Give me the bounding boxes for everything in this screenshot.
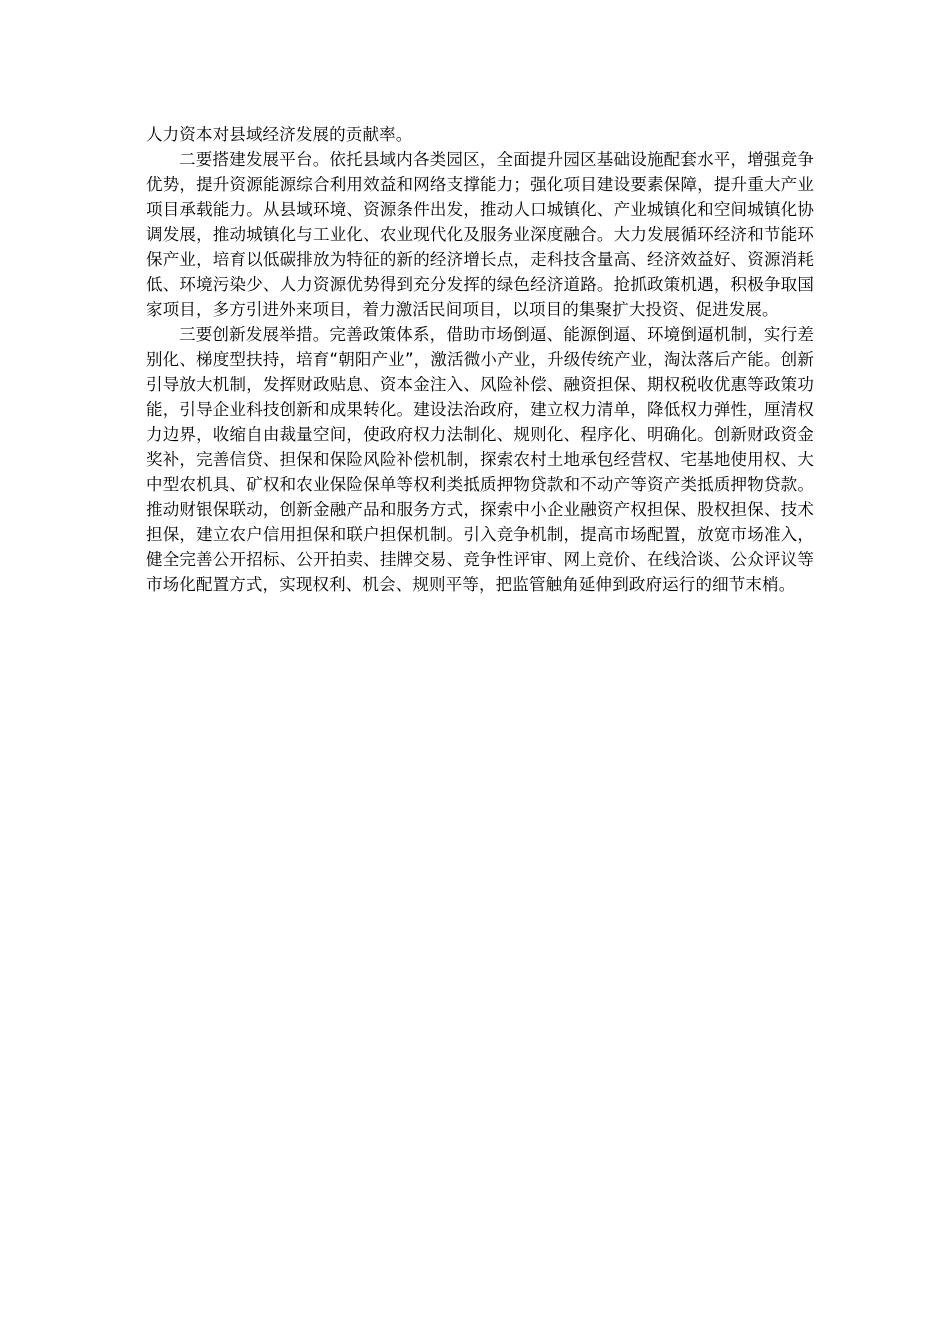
paragraph-development-platform: 二要搭建发展平台。依托县域内各类园区，全面提升园区基础设施配套水平，增强竞争优势，提升资源能源综合利用效益和网络支撑能力；强化项目建设要素保障，提升重大产业项目承载能力。从县域环境、资源条件出发，推动人口城镇化、产业城镇化和空间城镇化协调发展，推动城镇化与工业化、农业现代化及服务业深度融合。大力发展循环经济和节能环保产业，培育以低碳排放为特征的新的经济增长点，走科技含量高、经济效益好、资源消耗低、环境污染少、人力资源优势得到充分发挥的绿色经济道路。抢抓政策机遇，积极争取国家项目，多方引进外来项目，着力激活民间项目，以项目的集聚扩大投资、促进发展。 [146, 150, 814, 319]
document-body [146, 122, 814, 597]
paragraph-continuation: 人力资本对县域经济发展的贡献率。 [146, 125, 413, 144]
paragraph-development-measures: 三要创新发展举措。完善政策体系，借助市场倒逼、能源倒逼、环境倒逼机制，实行差别化、梯度型扶持，培育“朝阳产业”，激活微小产业，升级传统产业，淘汰落后产能。创新引导放大机制，发挥财政贴息、资本金注入、风险补偿、融资担保、期权税收优惠等政策功能，引导企业科技创新和成果转化。建设法治政府，建立权力清单，降低权力弹性，厘清权力边界，收缩自由裁量空间，使政府权力法制化、规则化、程序化、明确化。创新财政资金奖补，完善信贷、担保和保险风险补偿机制，探索农村土地承包经营权、宅基地使用权、大中型农机具、矿权和农业保险保单等权利类抵质押物贷款和不动产等资产类抵质押物贷款。推动财银保联动，创新金融产品和服务方式，探索中小企业融资产权担保、股权担保、技术担保，建立农户信用担保和联户担保机制。引入竞争机制，提高市场配置，放宽市场准入，健全完善公开招标、公开拍卖、挂牌交易、竞争性评审、网上竞价、在线洽谈、公众评议等市场化配置方式，实现权利、机会、规则平等，把监管触角延伸到政府运行的细节末梢。 [146, 325, 814, 594]
